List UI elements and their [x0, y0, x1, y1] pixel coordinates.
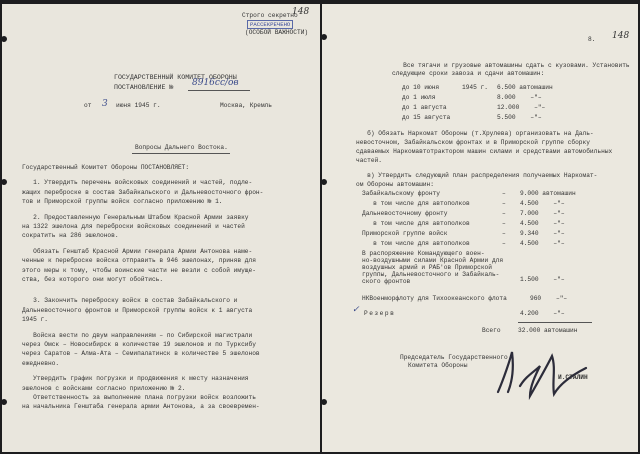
- distribution-dash: –: [502, 230, 506, 237]
- decree-text-line: 1. Утвердить перечень войсковых соединений и частей, подле-: [22, 179, 253, 187]
- air-force-line: группы, Дальневосточного и Забайкаль-: [362, 271, 500, 278]
- decree-text-line: этого меры к тому, чтобы воинские части не везли с собой имуще-: [22, 266, 256, 274]
- distribution-name: в том числе для автополков: [362, 220, 470, 227]
- paragraph-b-line: сдаваемых Наркомавтотрактором машин силами и средствами автомобильных: [356, 148, 613, 155]
- decree-number: 8916сс/ов: [192, 78, 239, 88]
- document-page-right: [322, 4, 638, 452]
- subject: Вопросы Дальнего Востока.: [135, 144, 228, 151]
- decree-text-line: Войска вести по двум направлениям – по Сибирской магистрали: [22, 331, 253, 339]
- navy-allocation: НКВоенморфлоту для Тихоокеанского флота: [362, 295, 507, 302]
- page-number: 148: [292, 7, 310, 17]
- total-value: 32.000 автомашин: [518, 327, 578, 334]
- decree-text-line: эшелонов с войсками согласно приложению № 2.: [22, 384, 186, 392]
- paragraph-b-line: частей.: [356, 157, 382, 164]
- date-day: 3: [102, 99, 108, 109]
- distribution-value: 4.500 –"–: [520, 200, 565, 207]
- decree-text-line: Ответственность за выполнение плана погрузки войск возложить: [22, 394, 256, 401]
- decree-label: ПОСТАНОВЛЕНИЕ №: [114, 84, 174, 91]
- page-label: 8.: [588, 36, 596, 43]
- binding-hole: [322, 34, 327, 40]
- decree-text-line: через Саратов – Алма-Ата – Семипалатинск в количестве 5 эшелонов: [22, 350, 260, 358]
- signature-title: Председатель Государственного: [400, 354, 508, 361]
- decree-text-line: Государственный Комитет Обороны ПОСТАНОВЛЯЕТ:: [22, 164, 190, 171]
- navy-value: 960 –"–: [530, 295, 568, 302]
- distribution-dash: –: [502, 240, 506, 247]
- schedule-year: 1945 г.: [462, 84, 488, 91]
- decree-text-line: на 1322 эшелона для переброски войсковых соединений и частей: [22, 223, 245, 230]
- subject-underline: [132, 153, 230, 154]
- distribution-name: Дальневосточному фронту: [362, 210, 448, 217]
- distribution-dash: –: [502, 190, 506, 197]
- declassified-stamp: РАССЕКРЕЧЕНО: [247, 20, 293, 29]
- binding-hole: [322, 179, 327, 185]
- binding-hole: [2, 36, 7, 42]
- distribution-name: в том числе для автополков: [362, 240, 470, 247]
- decree-text-line: Дальневосточного фронтов и Приморской группы войск к 1 августа: [22, 306, 253, 314]
- distribution-value: 9.000 автомашин: [520, 190, 576, 197]
- date-prefix: от: [84, 102, 92, 109]
- check-mark: ✓: [352, 305, 360, 315]
- schedule-date: до 15 августа: [402, 114, 451, 121]
- decree-text-line: через Омск – Новосибирск в количестве 19 эшелонов и по Турксибу: [22, 341, 256, 348]
- decree-text-line: тов и Приморской группы войск согласно приложению № 1.: [22, 198, 223, 206]
- decree-text-line: 2. Предоставленную Генеральным Штабом Красной Армии заявку: [22, 213, 249, 221]
- reserve-amount: 4.200 –"–: [520, 310, 565, 317]
- schedule-date: до 10 июня: [402, 84, 440, 91]
- binding-hole: [2, 179, 7, 185]
- distribution-name: Приморской группе войск: [362, 230, 448, 237]
- decree-text-line: Обязать Генштаб Красной Армии генерала Армии Антонова наме-: [22, 247, 253, 255]
- distribution-dash: –: [502, 200, 506, 207]
- place: Москва, Кремль: [220, 102, 272, 109]
- distribution-name: в том числе для автополков: [362, 200, 470, 207]
- schedule-amount: 6.500 автомашин: [497, 84, 553, 91]
- schedule-amount: 8.000 –"–: [497, 94, 542, 101]
- distribution-value: 4.500 –"–: [520, 220, 565, 227]
- decree-number-underline: [188, 90, 250, 91]
- page-number: 148: [612, 31, 630, 41]
- paragraph-v-line: ом Обороны автомашин:: [356, 181, 434, 188]
- intro-line: Все тягачи и грузовые автомашины сдать с кузовами. Установить: [392, 62, 630, 69]
- decree-text-line: жащих переброске в состав Забайкальского и Дальневосточного фрон-: [22, 188, 264, 196]
- decree-text-line: на начальника Генштаба генерала армии Антонова, а за своевремен-: [22, 403, 260, 411]
- distribution-value: 7.000 –"–: [520, 210, 565, 217]
- total-rule: [518, 322, 592, 323]
- signature-mark: [490, 338, 600, 402]
- decree-text-line: 1945 г.: [22, 316, 48, 324]
- distribution-value: 9.340 –"–: [520, 230, 565, 237]
- schedule-amount: 5.500 –"–: [497, 114, 542, 121]
- intro-line: следующие сроки завоза и сдачи автомашин:: [392, 70, 545, 77]
- signature-title: Комитета Обороны: [408, 362, 468, 369]
- decree-text-line: сократить на 286 эшелонов.: [22, 232, 119, 240]
- binding-hole: [2, 399, 7, 405]
- special-importance-stamp: (ОСОБОЙ ВАЖНОСТИ): [245, 29, 309, 36]
- decree-text-line: ежедневно.: [22, 359, 60, 367]
- distribution-dash: –: [502, 220, 506, 227]
- schedule-date: до 1 июля: [402, 94, 436, 101]
- air-force-line: воздушных армий и РАБ'ов Приморской: [362, 264, 492, 271]
- distribution-value: 4.500 –"–: [520, 240, 565, 247]
- schedule-amount: 12.000 –"–: [497, 104, 546, 111]
- date-rest: июня 1945 г.: [116, 102, 161, 109]
- decree-text-line: ченные к переброске войска отправить в 946 эшелонах, приняв для: [22, 257, 256, 265]
- air-force-line: но-воздушными силами Красной Армии для: [362, 257, 504, 264]
- secret-stamp: Строго секретно: [242, 12, 298, 19]
- decree-text-line: Утвердить график погрузки и продвижения к месту назначения: [22, 375, 249, 383]
- air-force-line: ского фронтов: [362, 278, 411, 285]
- total-label: Всего: [482, 327, 501, 334]
- air-force-line: В распоряжение Командующего воен-: [362, 250, 485, 257]
- document-page-left: [2, 4, 320, 452]
- air-force-value: 1.500 –"–: [520, 276, 565, 283]
- schedule-date: до 1 августа: [402, 104, 447, 111]
- decree-text-line: ства, без которого они могут обойтись.: [22, 276, 164, 283]
- distribution-dash: –: [502, 210, 506, 217]
- decree-text-line: 3. Закончить переброску войск в состав Забайкальского и: [22, 297, 238, 305]
- committee-title: ГОСУДАРСТВЕННЫЙ КОМИТЕТ ОБОРОНЫ: [114, 74, 237, 81]
- paragraph-b-line: б) Обязать Наркомат Обороны (т.Хрулева) организовать на Даль-: [356, 130, 594, 137]
- signature-name: И.СТАЛИН: [558, 374, 588, 381]
- paragraph-b-line: невосточном, Забайкальском фронтах и в Приморской группе сборку: [356, 139, 590, 146]
- binding-hole: [322, 399, 327, 405]
- reserve-name: Резерв: [364, 310, 396, 317]
- distribution-name: Забайкальскому фронту: [362, 190, 440, 197]
- paragraph-v-line: в) Утвердить следующий план распределения получаемых Наркомат-: [356, 172, 598, 179]
